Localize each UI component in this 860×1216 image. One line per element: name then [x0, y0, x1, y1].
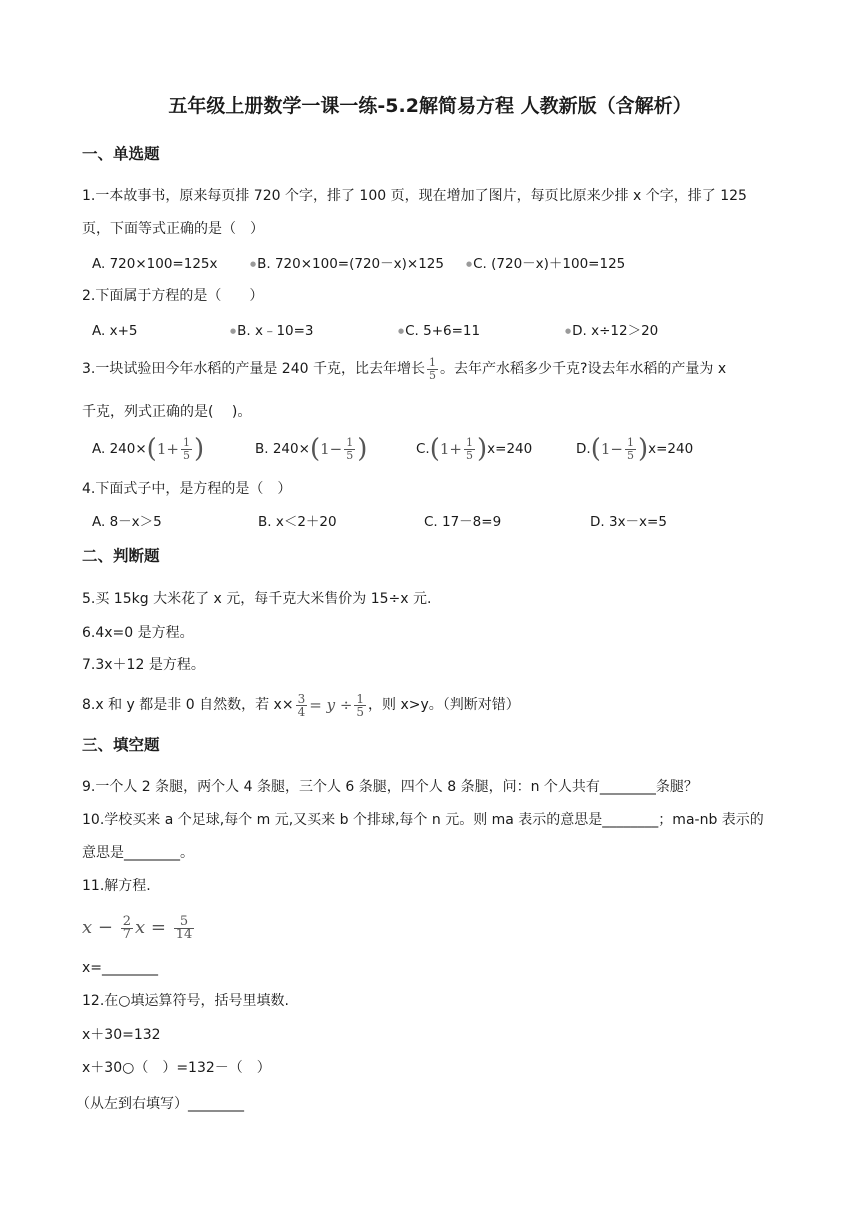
question-1-option-b: ●B. 720×100=(720－x)×125 [250, 256, 444, 272]
question-1-line-1: 1.一本故事书，原来每页排 720 个字，排了 100 页，现在增加了图片，每页比原来少排 x 个字，排了 125 [82, 188, 747, 204]
question-12-line-3: （从左到右填写）________ [76, 1096, 244, 1112]
section-heading-true-false: 二、判断题 [82, 547, 160, 565]
bullet-icon: ● [250, 260, 257, 268]
question-12-text: 12.在○填运算符号，括号里填数. [82, 993, 289, 1009]
section-heading-fill-in: 三、填空题 [82, 736, 160, 754]
fraction-one-fifth: $\frac{1}{5}$ [428, 355, 436, 382]
question-3-option-b: B. 240×(1− $\frac{1}{5}$ ) [255, 434, 368, 464]
question-12-line-1: x＋30=132 [82, 1027, 161, 1043]
question-12-line-2: x＋30○（ ）=132－（ ） [82, 1060, 271, 1076]
question-6-text: 6.4x=0 是方程。 [82, 625, 194, 641]
question-1-option-a: A. 720×100=125x [92, 256, 218, 272]
bullet-icon: ● [230, 327, 237, 335]
question-2-text: 2.下面属于方程的是（ ） [82, 288, 264, 304]
question-8-text: 8.x 和 y 都是非 0 自然数，若 x× $\frac{3}{4}$ = y ÷ $\frac{1}{5}$ ，则 x>y。（判断对错） [82, 691, 520, 719]
question-1-option-c: ●C. (720－x)＋100=125 [466, 256, 626, 272]
question-11-text: 11.解方程. [82, 878, 151, 894]
question-1-line-2: 页，下面等式正确的是（ ） [82, 221, 264, 237]
question-2-option-b: ●B. x﹣10=3 [230, 323, 314, 339]
question-5-text: 5.买 15kg 大米花了 x 元，每千克大米售价为 15÷x 元. [82, 591, 432, 607]
question-11-equation: x − $\frac{2}{7}$ x = $\frac{5}{14}$ [82, 913, 193, 942]
page-title: 五年级上册数学一课一练-5.2解简易方程 人教新版（含解析） [168, 95, 692, 117]
question-11-answer-blank: x=________ [82, 960, 159, 976]
bullet-icon: ● [398, 327, 405, 335]
bullet-icon: ● [466, 260, 473, 268]
question-3-line-1: 3.一块试验田今年水稻的产量是 240 千克，比去年增长 $\frac{1}{5}$ 。去年产水稻多少千克?设去年水稻的产量为 x [82, 355, 727, 382]
bullet-icon: ● [565, 327, 572, 335]
question-3-line-2: 千克，列式正确的是( )。 [82, 404, 252, 420]
question-2-option-c: ●C. 5+6=11 [398, 323, 481, 339]
question-2-option-d: ●D. x÷12＞20 [565, 323, 659, 339]
question-7-text: 7.3x＋12 是方程。 [82, 657, 205, 673]
question-3-option-c: C.(1+ $\frac{1}{5}$ )x=240 [416, 434, 533, 464]
question-4-option-c: C. 17－8=9 [424, 514, 502, 530]
question-3-option-a: A. 240×(1+ $\frac{1}{5}$ ) [92, 434, 205, 464]
question-4-option-d: D. 3x－x=5 [590, 514, 667, 530]
question-10-line-2: 意思是________。 [82, 845, 194, 861]
question-3-option-d: D.(1− $\frac{1}{5}$ )x=240 [576, 434, 694, 464]
question-2-option-a: A. x+5 [92, 323, 138, 339]
question-4-option-b: B. x＜2＋20 [258, 514, 337, 530]
question-10-line-1: 10.学校买来 a 个足球,每个 m 元,又买来 b 个排球,每个 n 元。则 ma 表示的意思是________；ma-nb 表示的 [82, 812, 764, 828]
section-heading-single-choice: 一、单选题 [82, 145, 160, 163]
question-9-text: 9.一个人 2 条腿，两个人 4 条腿，三个人 6 条腿，四个人 8 条腿，问：n 个人共有________条腿？ [82, 779, 698, 795]
question-4-option-a: A. 8－x＞5 [92, 514, 162, 530]
question-4-text: 4.下面式子中，是方程的是（ ） [82, 481, 292, 497]
